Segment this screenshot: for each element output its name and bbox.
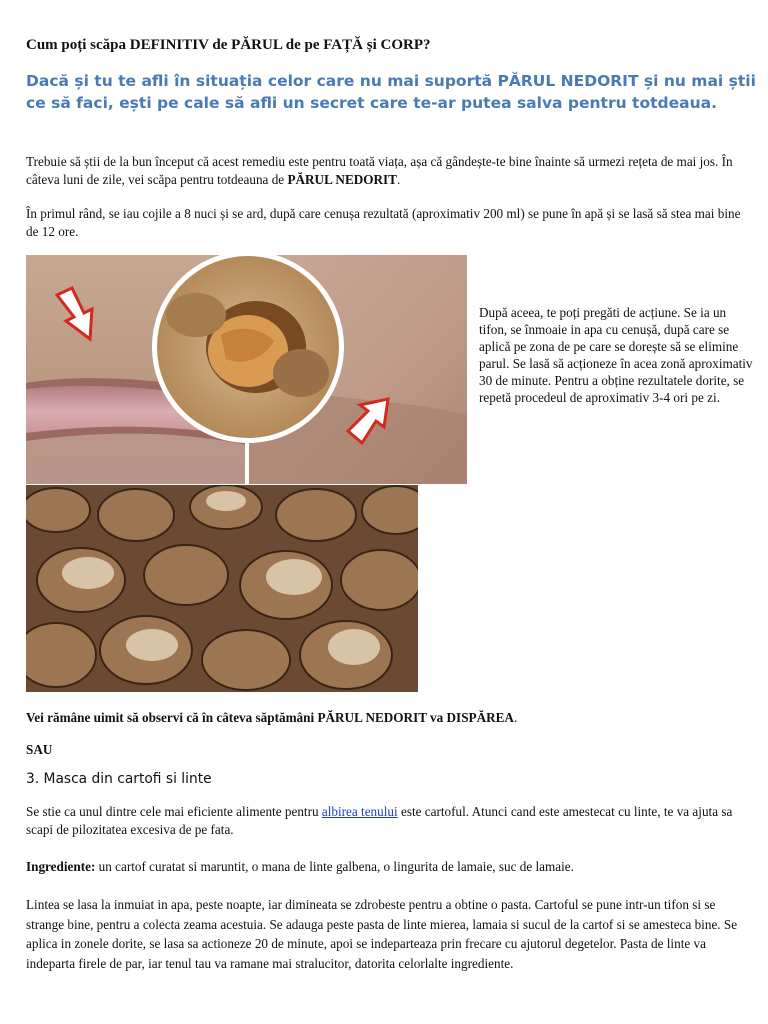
- ingredients-label: Ingrediente:: [26, 859, 96, 874]
- step-one-paragraph: În primul rând, se iau cojile a 8 nuci și se ard, după care cenușa rezultată (aproximativ 200 ml) se pune în apă și se lasă să stea mai bine de 12 ore.: [26, 206, 741, 239]
- result-paragraph: [26, 709, 517, 727]
- skin-whitening-link[interactable]: albirea tenului: [321, 804, 398, 819]
- instructions-paragraph: Lintea se lasa la inmuiat in apa, peste noapte, iar dimineata se zdrobeste pentru a obtine o pasta. Cartoful se pune intr-un tifon si se strange bine, pentru a colecta zeama acestuia. Se adauga peste pasta de linte mierea, lamaia si sucul de la cartof si se amesteca bine. Se aplica in zonele dorite, se lasa sa actioneze 20 de minute, apoi se indeparteaza prin frecare cu ajutorul degetelor. Pasta de linte va indeparta firele de par, iar tenul tau va ramane mai stralucitor, datorita celorlalte ingrediente.: [26, 897, 738, 971]
- walnut-shells-photo-svg: [26, 485, 418, 692]
- potato-text-after: este cartoful. Atunci cand este amestecat cu linte, te va ajuta sa scapi de pilozitatea excesiva de pe fata.: [26, 804, 733, 837]
- intro-bold: PĂRUL NEDORIT: [287, 172, 397, 187]
- side-paragraph: După aceea, te poți pregăti de acțiune. Se ia un tifon, se înmoaie in apa cu cenușă, după care se aplică pe zona de pe care se dorește să se elimine parul. Se lasă să acționeze în acea zonă aproximativ 30 de minute. Pentru a obține rezultatele dorite, se repetă procedeul de aproximativ 3-4 ori pe zi.: [479, 305, 753, 405]
- hair-removal-photo-svg: [26, 255, 467, 484]
- result-end: .: [513, 710, 518, 725]
- intro-end: .: [396, 172, 401, 187]
- article-title: Cum poți scăpa DEFINITIV de PĂRUL de pe FAȚĂ și CORP?: [26, 37, 431, 53]
- section-heading: 3. Masca din cartofi si linte: [26, 771, 212, 787]
- ingredients-paragraph: [26, 858, 752, 876]
- hair-removal-photo: [26, 255, 467, 484]
- or-separator: SAU: [26, 742, 53, 757]
- intro-paragraph: [26, 153, 746, 189]
- intro-text: Trebuie să știi de la bun început că acest remediu este pentru toată viața, așa că gândește-te bine înainte să urmezi rețeta de mai jos. În câteva luni de zile, vei scăpa pentru totdeauna de: [26, 154, 733, 187]
- ingredients-text: un cartof curatat si maruntit, o mana de linte galbena, o lingurita de lamaie, suc de lamaie.: [95, 859, 574, 874]
- potato-paragraph: [26, 803, 752, 839]
- potato-text-before: Se stie ca unul dintre cele mai eficiente alimente pentru: [26, 804, 322, 819]
- article-subtitle: Dacă și tu te afli în situația celor care nu mai suportă PĂRUL NEDORIT și nu mai știi ce să faci, ești pe cale să afli un secret care te-ar putea salva pentru totdeaua.: [26, 72, 756, 112]
- walnut-shells-photo: [26, 485, 418, 692]
- result-bold: Vei rămâne uimit să observi că în câteva săptămâni PĂRUL NEDORIT va DISPĂREA: [26, 710, 514, 725]
